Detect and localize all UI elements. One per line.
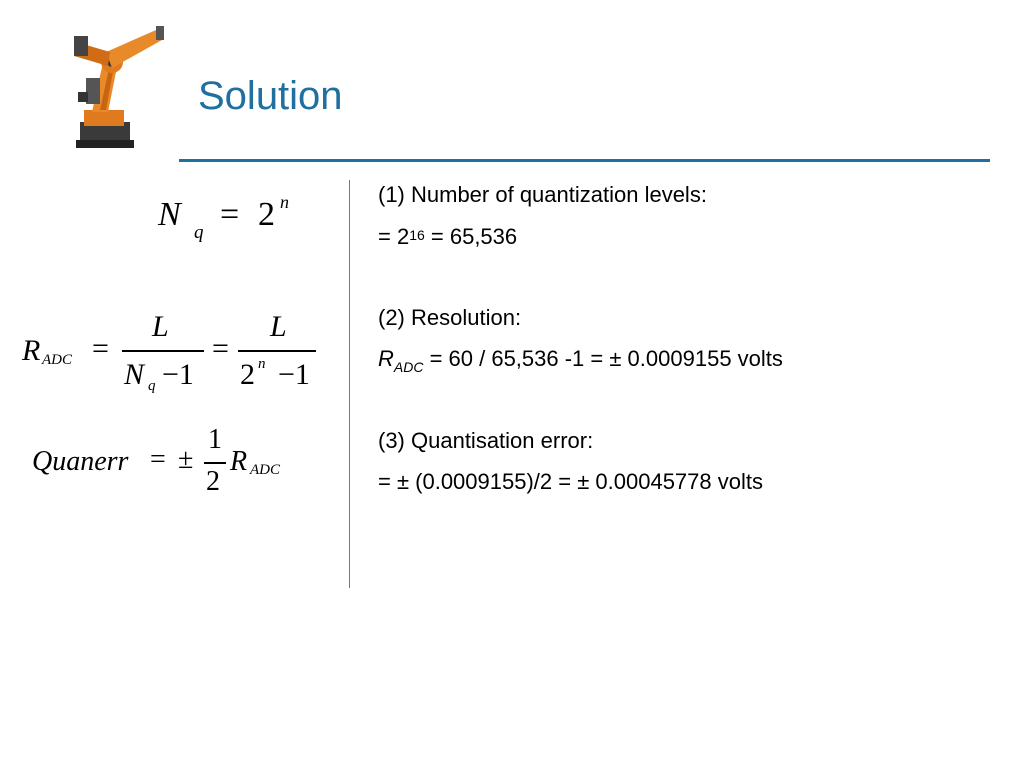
step2-r: R [378, 346, 394, 371]
formula-nq-base: 2 [258, 196, 275, 233]
formula-quanerr-lhs: Quanerr [32, 446, 129, 477]
step1-prefix: = 2 [378, 224, 410, 249]
column-divider [349, 180, 350, 588]
formula-radc-bar1 [122, 350, 204, 352]
robot-arm-icon [70, 22, 170, 150]
step2-sub: ADC [393, 359, 424, 375]
formula-quanerr-r-sub: ADC [250, 462, 280, 478]
step3-value: = ± (0.0009155)/2 = ± 0.00045778 volts [378, 469, 763, 494]
formula-radc-eq1: = [92, 332, 109, 365]
formula-nq-exp: n [280, 192, 289, 212]
step2-heading: (2) Resolution: [378, 305, 522, 330]
formula-quanerr-r: R [230, 446, 248, 477]
formula-nq-sub: q [194, 222, 204, 243]
formula-radc-den2-tail: −1 [278, 358, 310, 391]
formula-quanerr-den: 2 [206, 466, 220, 497]
formula-nq [158, 192, 308, 246]
formula-radc-lhs: R [22, 334, 41, 367]
formula-radc [22, 310, 332, 400]
formula-radc-num2: L [270, 310, 287, 343]
step1-value [378, 224, 517, 250]
formula-radc-den1-sub: q [148, 378, 156, 394]
formula-radc-eq2: = [212, 332, 229, 365]
step1-suffix: = 65,536 [424, 224, 518, 249]
formula-radc-den2-exp: n [258, 356, 266, 372]
formula-quanerr-eq: = [150, 444, 166, 475]
formula-radc-num1: L [152, 310, 169, 343]
formula-nq-eq: = [220, 196, 240, 233]
step3-heading: (3) Quantisation error: [378, 428, 594, 453]
formula-radc-bar2 [238, 350, 316, 352]
formula-radc-sub: ADC [42, 352, 72, 368]
formula-quanerr-bar [204, 462, 226, 464]
formula-quanerr-pm: ± [178, 444, 194, 475]
step1-heading: (1) Number of quantization levels: [378, 182, 707, 207]
step2-value [378, 346, 783, 374]
formula-radc-den1: N [124, 358, 145, 391]
formula-quanerr [32, 424, 302, 504]
step2-suffix: = 60 / 65,536 -1 = ± 0.0009155 volts [423, 346, 783, 371]
formula-radc-den1-tail: −1 [162, 358, 194, 391]
formula-nq-lhs: N [158, 196, 181, 233]
title-underline [179, 159, 990, 162]
formula-quanerr-num: 1 [208, 424, 222, 455]
page-title: Solution [198, 74, 343, 118]
step1-exp: 16 [409, 227, 425, 243]
formula-radc-den2: 2 [240, 358, 255, 391]
